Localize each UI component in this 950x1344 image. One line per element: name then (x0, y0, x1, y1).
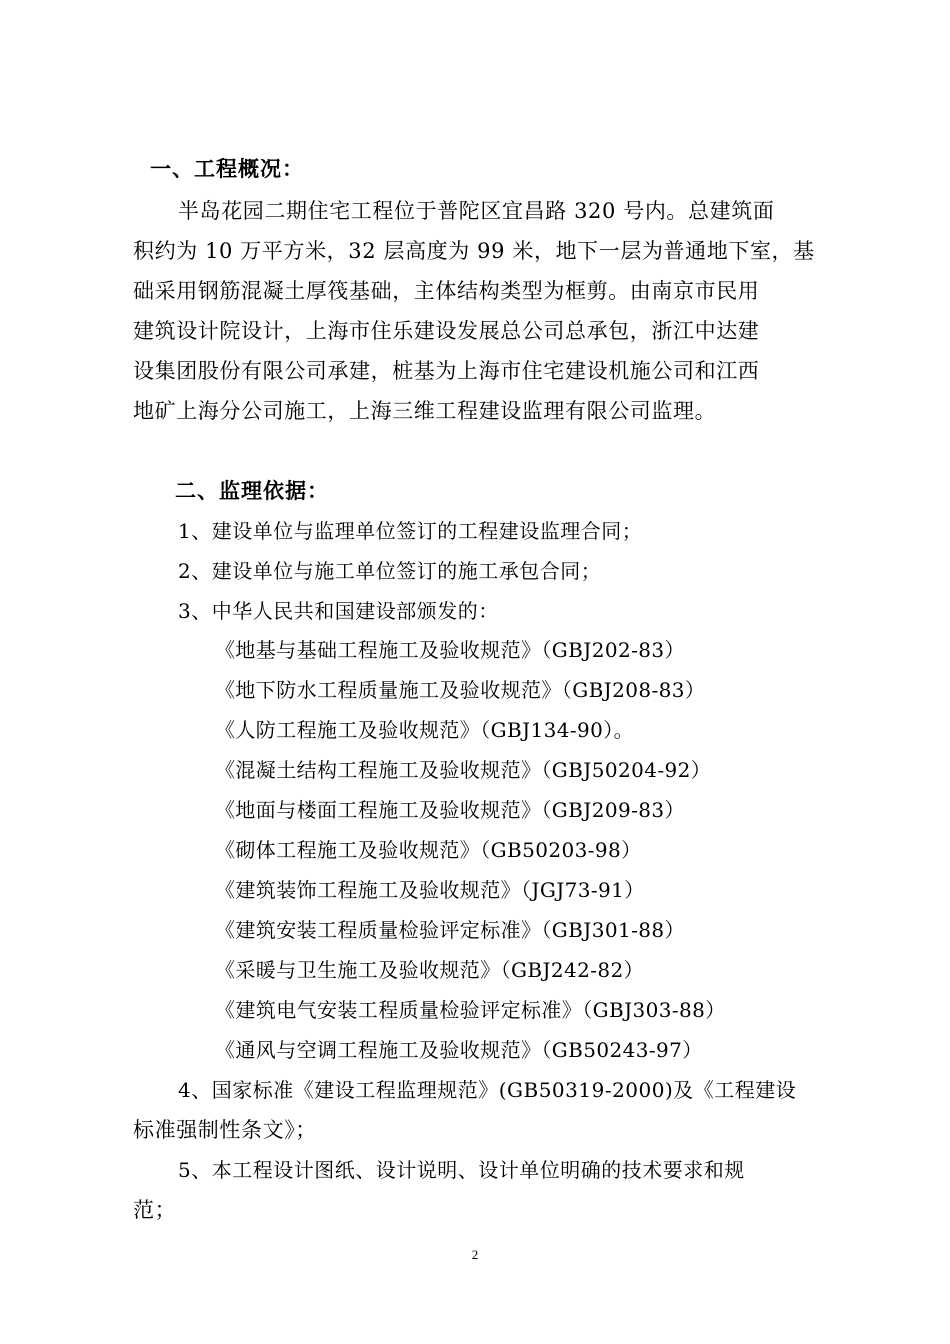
page-number: 2 (471, 1247, 479, 1262)
standard-item: 《建筑装饰工程施工及验收规范》（JGJ73-91） (215, 878, 645, 902)
list-item: 2、建设单位与施工单位签订的施工承包合同； (178, 559, 602, 583)
list-item-continuation: 范； (133, 1198, 177, 1222)
paragraph-line: 积约为 10 万平方米，32 层高度为 99 米，地下一层为普通地下室，基 (133, 239, 815, 263)
section-heading-overview: 一、工程概况： (150, 156, 304, 181)
standard-item: 《地下防水工程质量施工及验收规范》（GBJ208-83） (215, 678, 706, 702)
section-heading-basis: 二、监理依据： (175, 478, 329, 503)
list-item: 5、本工程设计图纸、设计说明、设计单位明确的技术要求和规 (178, 1158, 745, 1182)
standard-item: 《地基与基础工程施工及验收规范》（GBJ202-83） (215, 638, 685, 662)
list-item: 1、建设单位与监理单位签订的工程建设监理合同； (178, 519, 643, 543)
standard-item: 《采暖与卫生施工及验收规范》（GBJ242-82） (215, 958, 645, 982)
list-item-continuation: 标准强制性条文》； (133, 1118, 317, 1142)
paragraph-line: 础采用钢筋混凝土厚筏基础，主体结构类型为框剪。由南京市民用 (133, 279, 760, 303)
paragraph-line: 设集团股份有限公司承建，桩基为上海市住宅建设机施公司和江西 (133, 359, 760, 383)
paragraph-line: 半岛花园二期住宅工程位于普陀区宜昌路 320 号内。总建筑面 (178, 199, 775, 223)
paragraph-line: 地矿上海分公司施工，上海三维工程建设监理有限公司监理。 (133, 399, 717, 423)
standard-item: 《人防工程施工及验收规范》（GBJ134-90）。 (215, 718, 635, 742)
standard-item: 《混凝土结构工程施工及验收规范》（GBJ50204-92） (215, 758, 712, 782)
standard-item: 《砌体工程施工及验收规范》（GB50203-98） (215, 838, 642, 862)
standard-item: 《建筑安装工程质量检验评定标准》（GBJ301-88） (215, 918, 685, 942)
standard-item: 《通风与空调工程施工及验收规范》（GB50243-97） (215, 1038, 703, 1062)
paragraph-line: 建筑设计院设计，上海市住乐建设发展总公司总承包，浙江中达建 (133, 319, 760, 343)
standard-item: 《建筑电气安装工程质量检验评定标准》（GBJ303-88） (215, 998, 726, 1022)
standard-item: 《地面与楼面工程施工及验收规范》（GBJ209-83） (215, 798, 685, 822)
list-item: 3、中华人民共和国建设部颁发的： (178, 599, 499, 623)
list-item: 4、国家标准《建设工程监理规范》(GB50319-2000)及《工程建设 (178, 1078, 797, 1102)
